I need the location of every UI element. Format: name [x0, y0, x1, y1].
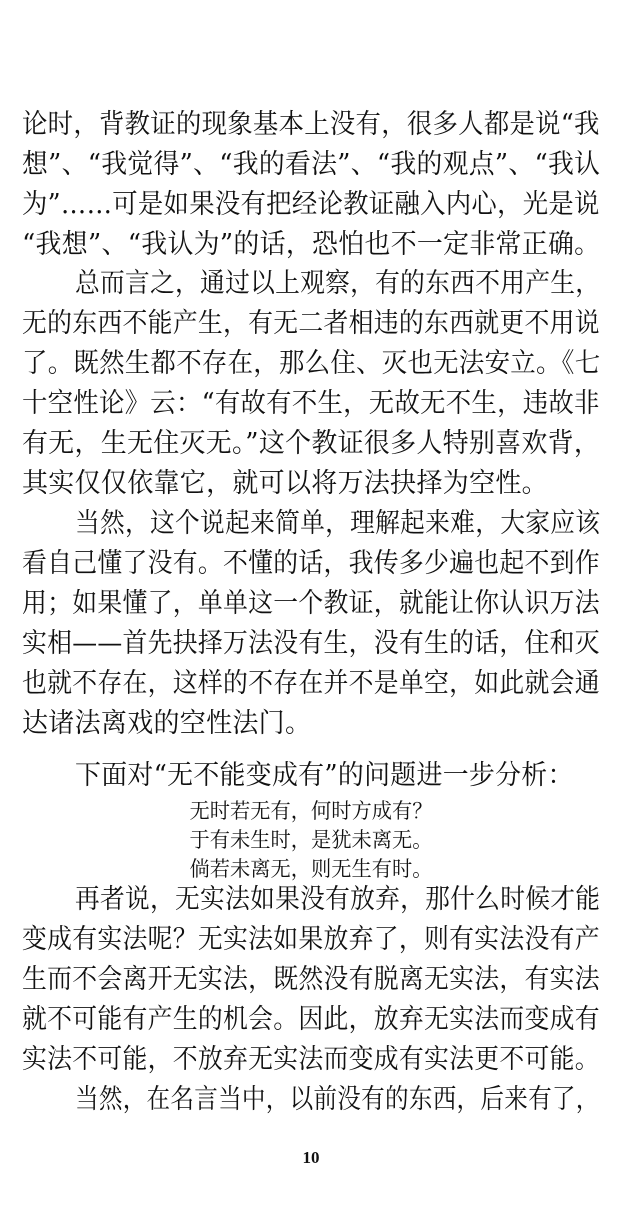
text-line — [0, 960, 622, 1000]
verse-line: 倘若未离无，则无生有时。 — [189, 857, 433, 881]
verse-line: 无时若无有，何时方成有？ — [189, 799, 433, 823]
text-line — [0, 704, 622, 744]
text-line — [0, 1080, 622, 1120]
text-line-content: 其实仅仅依靠它，就可以将万法抉择为空性。 — [22, 468, 548, 499]
text-line — [0, 185, 622, 225]
text-line — [0, 624, 622, 664]
text-line — [0, 264, 622, 304]
text-line-content: 再者说，无实法如果没有放弃，那什么时候才能 — [75, 884, 601, 915]
verse-line: 于有未生时，是犹未离无。 — [189, 828, 433, 852]
text-line-content: 看自己懂了没有。不懂的话，我传多少遍也起不到作 — [22, 548, 600, 579]
text-line — [0, 424, 622, 464]
text-line-content: 当然，这个说起来简单，理解起来难，大家应该 — [75, 508, 601, 539]
text-line — [0, 464, 622, 504]
text-line — [0, 225, 622, 265]
text-line — [0, 584, 622, 624]
text-line-content: 也就不存在，这样的不存在并不是单空，如此就会通 — [22, 668, 600, 699]
text-line-content: 实相——首先抉择万法没有生，没有生的话，住和灭 — [22, 628, 600, 659]
text-line-content: 论时，背教证的现象基本上没有，很多人都是说“我 — [22, 109, 600, 140]
text-line-content: “我想”、“我认为”的话，恐怕也不一定非常正确。 — [22, 229, 601, 260]
text-line-content: 变成有实法呢？无实法如果放弃了，则有实法没有产 — [22, 924, 600, 955]
text-line-content: 无的东西不能产生，有无二者相违的东西就更不用说 — [22, 308, 600, 339]
text-line — [0, 504, 622, 544]
text-line — [0, 756, 622, 796]
text-line-content: 了。既然生都不存在，那么住、灭也无法安立。《七 — [22, 348, 601, 379]
text-line-content: 达诸法离戏的空性法门。 — [22, 708, 312, 739]
text-line-content: 就不可能有产生的机会。因此，放弃无实法而变成有 — [22, 1004, 600, 1035]
text-line — [0, 344, 622, 384]
text-line — [0, 1040, 622, 1080]
text-line — [0, 105, 622, 145]
text-line — [0, 1000, 622, 1040]
text-line — [0, 664, 622, 704]
text-line-content: 总而言之，通过以上观察，有的东西不用产生， — [75, 268, 601, 299]
text-line-content: 为”……可是如果没有把经论教证融入内心，光是说 — [22, 189, 600, 220]
text-line-content: 想”、“我觉得”、“我的看法”、“我的观点”、“我认 — [22, 149, 601, 180]
text-line-content: 生而不会离开无实法，既然没有脱离无实法，有实法 — [22, 964, 600, 995]
text-line — [0, 145, 622, 185]
text-line-content: 十空性论》云：“有故有不生，无故无不生，违故非 — [22, 388, 600, 419]
text-line — [0, 384, 622, 424]
text-line-content: 有无，生无住灭无。”这个教证很多人特别喜欢背， — [22, 428, 601, 459]
text-line — [0, 920, 622, 960]
text-line-content: 实法不可能，不放弃无实法而变成有实法更不可能。 — [22, 1044, 600, 1075]
page-number: 10 — [302, 1148, 320, 1167]
text-line-content: 下面对“无不能变成有”的问题进一步分析： — [75, 760, 574, 791]
text-line — [0, 880, 622, 920]
text-line-content: 用；如果懂了，单单这一个教证，就能让你认识万法 — [22, 588, 600, 619]
text-line — [0, 304, 622, 344]
text-line-content: 当然，在名言当中，以前没有的东西，后来有了， — [75, 1084, 600, 1115]
text-line — [0, 544, 622, 584]
